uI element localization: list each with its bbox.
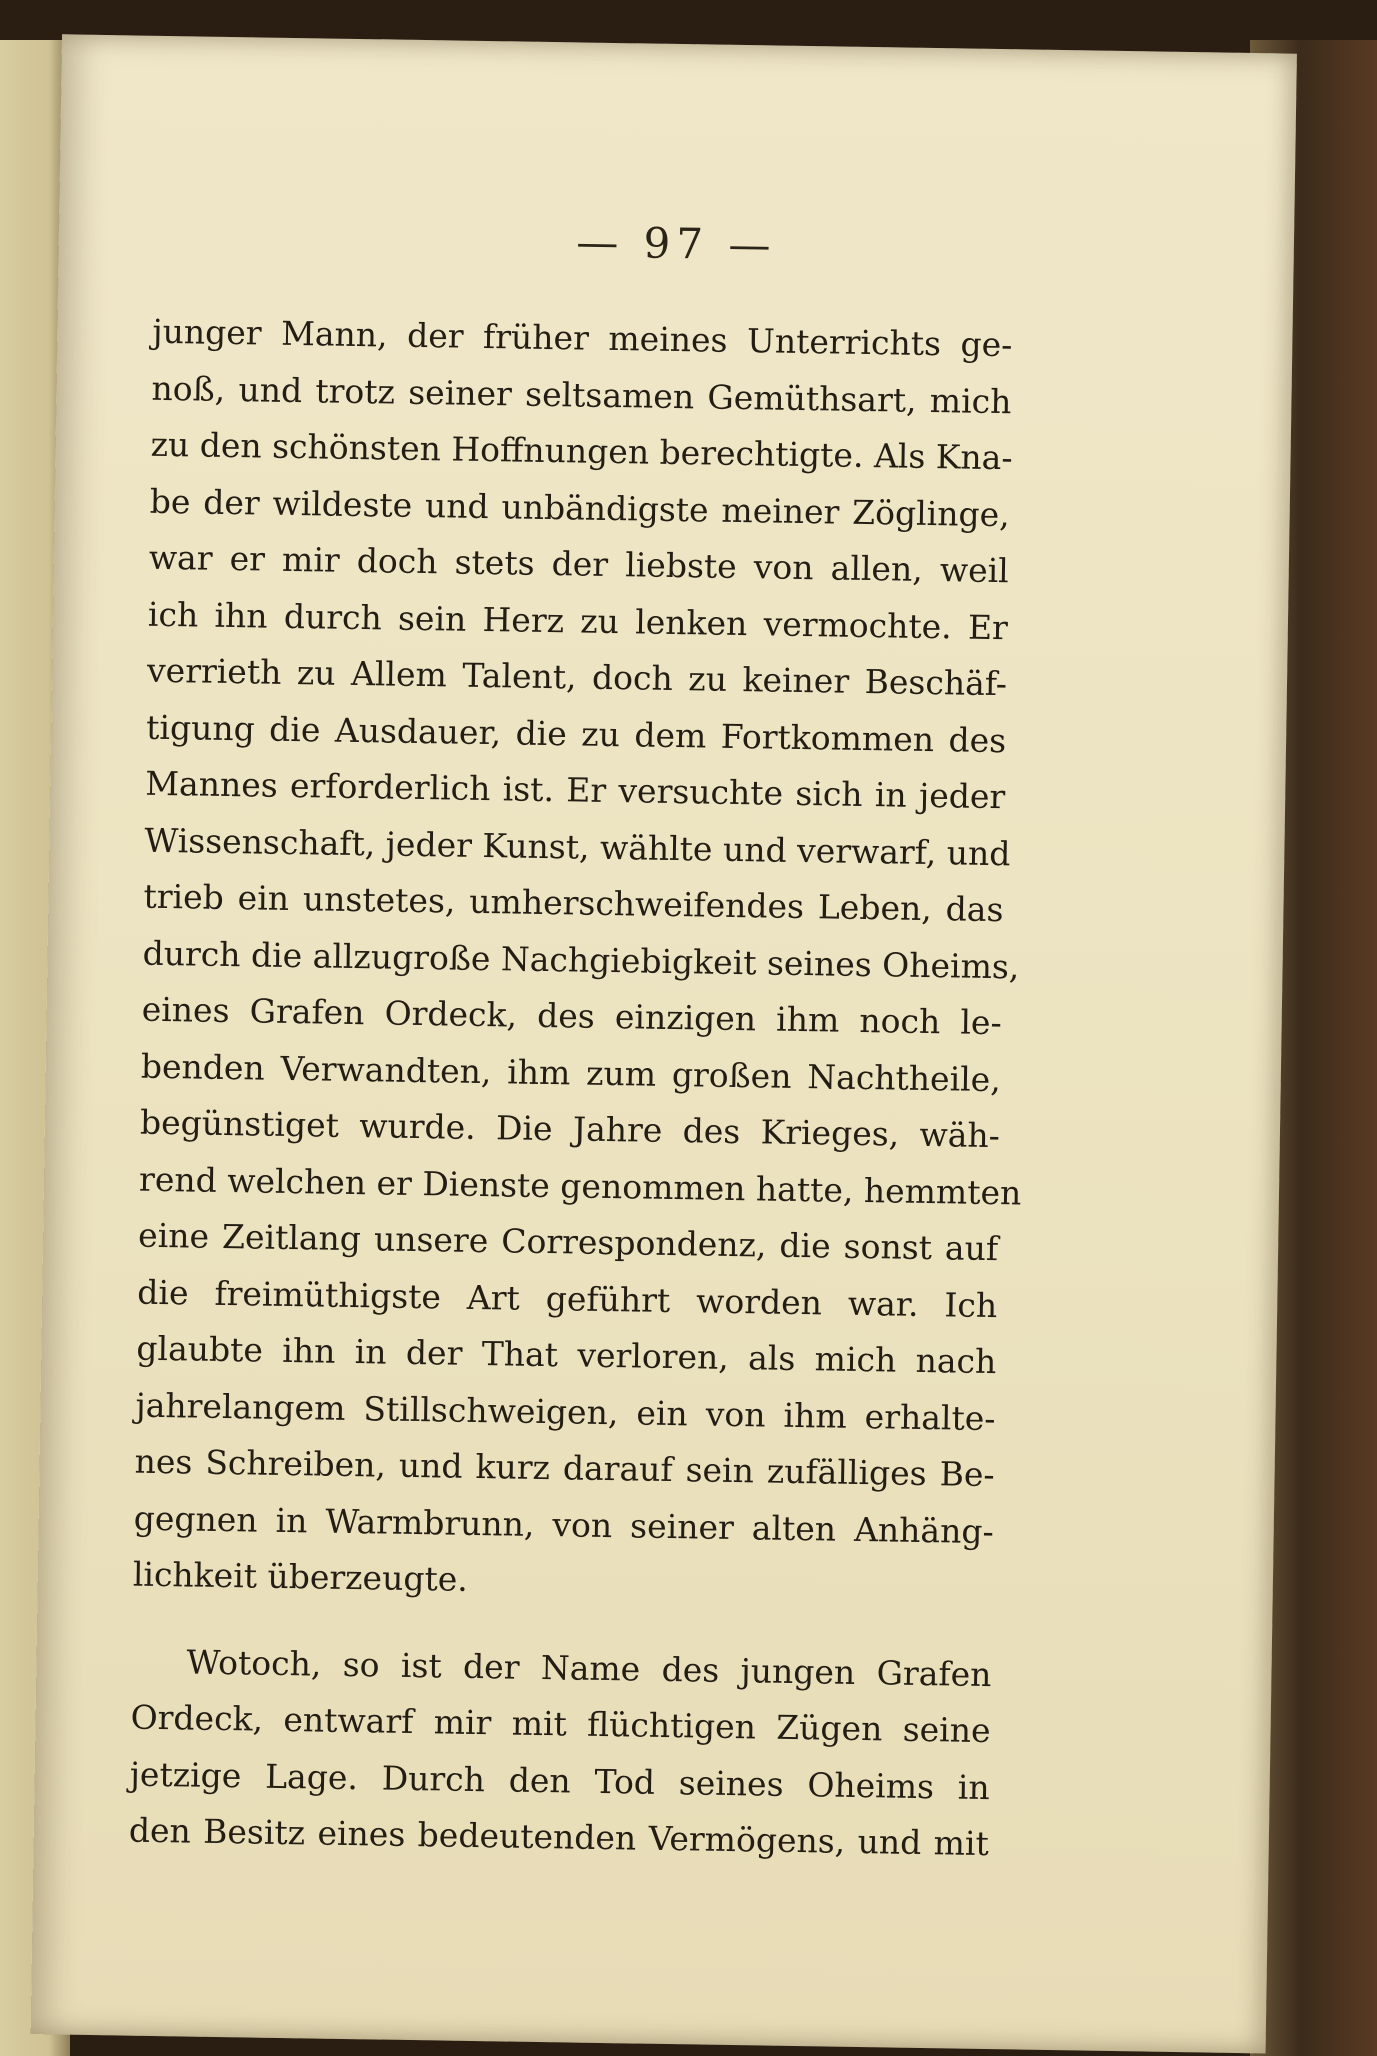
text-line: jetzige Lage. Durch den Tod seines Oheims in <box>129 1754 990 1807</box>
text-line: Ordeck, entwarf mir mit flüchtigen Zügen seine <box>130 1697 991 1751</box>
text-line: begünstiget wurde. Die Jahre des Krieges, wäh- <box>139 1102 1001 1156</box>
text-line: den Besitz eines bedeutenden Vermögens, und mit <box>128 1810 990 1864</box>
page-number: — 97 — <box>575 217 777 270</box>
text-line: war er mir doch stets der liebste von allen, weil <box>148 537 1010 591</box>
text-line: eines Grafen Ordeck, des einzigen ihm noch le- <box>141 989 1002 1043</box>
text-line: jahrelangem Stillschweigen, ein von ihm erhalte- <box>135 1385 996 1438</box>
text-line: nes Schreiben, und kurz darauf sein zufälliges Be- <box>134 1441 995 1495</box>
text-line: tigung die Ausdauer, die zu dem Fortkommen des <box>145 707 1007 760</box>
text-line: lichkeit überzeugte. <box>132 1554 469 1599</box>
text-line: glaubte ihn in der That verloren, als mich nach <box>136 1328 997 1382</box>
text-line: ich ihn durch sein Herz zu lenken vermochte. Er <box>147 594 1009 647</box>
text-line: junger Mann, der früher meines Unterrichts ge- <box>152 311 1013 365</box>
text-line: benden Verwandten, ihm zum großen Nachtheile, <box>140 1046 1002 1099</box>
text-line: Wissenschaft, jeder Kunst, wählte und verwarf, und <box>144 820 1011 873</box>
text-line: durch die allzugroße Nachgiebigkeit seines Oheims, <box>142 933 1020 986</box>
text-line: gegnen in Warmbrunn, von seiner alten Anhäng- <box>133 1498 994 1551</box>
text-line: Mannes erforderlich ist. Er versuchte sich in jeder <box>145 763 1006 817</box>
text-line: eine Zeitlang unsere Correspondenz, die sonst auf <box>137 1215 999 1269</box>
text-line: rend welchen er Dienste genommen hatte, hemmten <box>138 1159 1022 1213</box>
text-line: trieb ein unstetes, umherschweifendes Leben, das <box>143 876 1004 930</box>
text-line: die freimüthigste Art geführt worden war. Ich <box>137 1272 998 1325</box>
text-line: verrieth zu Allem Talent, doch zu keiner Beschäf- <box>146 650 1008 704</box>
body-text <box>128 304 1022 1873</box>
text-line: zu den schönsten Hoffnungen berechtigte. Als Kna- <box>150 424 1013 478</box>
book-page <box>31 34 1297 2053</box>
text-line: Wotoch, so ist der Name des jungen Grafen <box>186 1641 992 1694</box>
text-line: be der wildeste und unbändigste meiner Zöglinge, <box>149 481 1010 534</box>
text-line: noß, und trotz seiner seltsamen Gemüthsart, mich <box>151 368 1012 421</box>
